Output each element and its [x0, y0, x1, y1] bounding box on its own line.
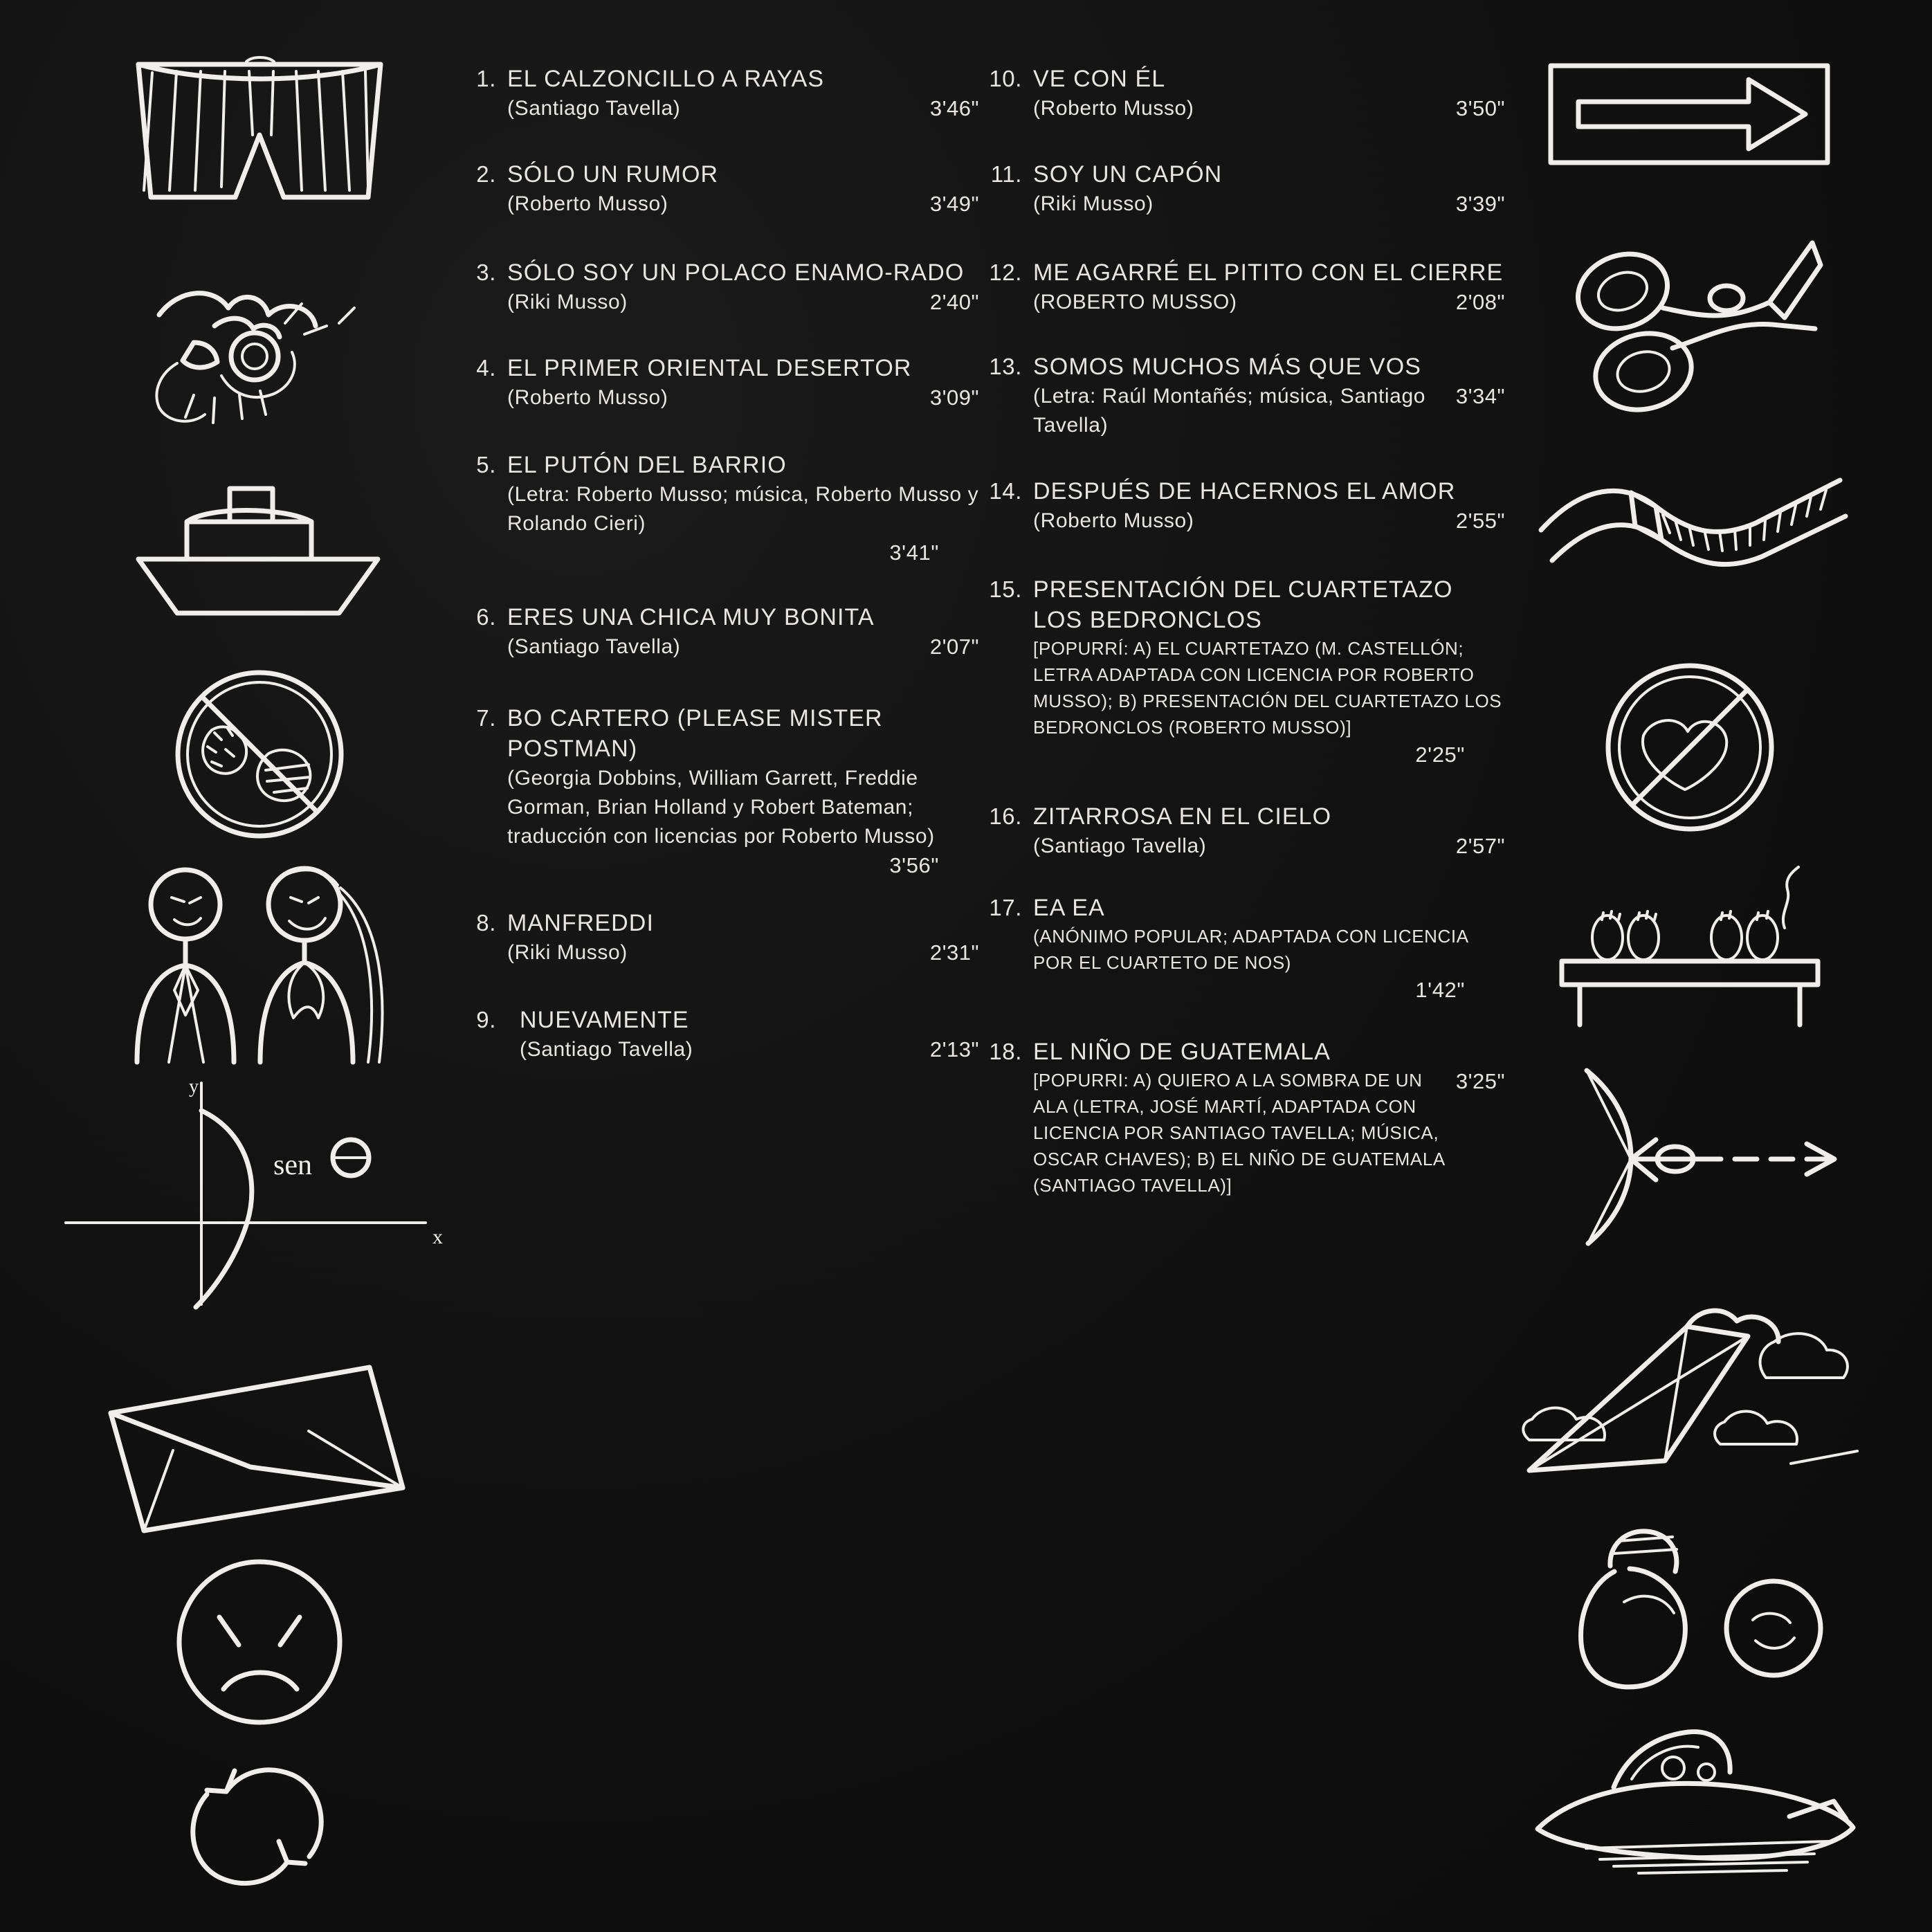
track-row[interactable]	[979, 801, 1505, 861]
track-number: 12.	[989, 259, 1022, 285]
envelope-icon	[66, 1342, 453, 1550]
track-number: 17.	[989, 895, 1022, 920]
svg-text:x: x	[432, 1225, 443, 1248]
clouds-and-kite-icon	[1496, 1294, 1884, 1495]
track-row[interactable]	[979, 893, 1505, 1005]
track-title: EL PUTÓN DEL BARRIO	[507, 452, 787, 478]
track-number: 13.	[989, 354, 1022, 379]
tracklist-column-right	[979, 64, 1505, 1222]
track-credit: (Letra: Roberto Musso; música, Roberto Musso y Rolando Cieri)	[507, 483, 979, 535]
striped-boxer-shorts-icon	[66, 48, 453, 221]
track-credit: (ANÓNIMO POPULAR; ADAPTADA CON LICENCIA POR EL CUARTETO DE NOS)	[1033, 926, 1468, 973]
track-title: DESPUÉS DE HACERNOS EL AMOR	[1033, 478, 1456, 504]
right-illustration-column	[1496, 48, 1884, 1875]
track-number: 14.	[989, 478, 1022, 504]
track-duration: 2'31"	[929, 940, 979, 965]
track-title: BO CARTERO (PLEASE MISTER POSTMAN)	[507, 705, 883, 762]
track-duration: 3'34"	[1455, 384, 1505, 408]
track-row[interactable]	[979, 574, 1505, 769]
track-credit: (Riki Musso)	[1033, 192, 1154, 215]
tracklist-column-left	[453, 64, 979, 1088]
track-row[interactable]	[979, 159, 1505, 219]
track-title: PRESENTACIÓN DEL CUARTETAZO LOS BEDRONCLOS	[1033, 576, 1453, 633]
track-credit: (Santiago Tavella)	[507, 97, 681, 120]
track-credit: (Santiago Tavella)	[507, 635, 681, 658]
track-duration: 2'57"	[1455, 834, 1505, 858]
track-number: 11.	[990, 161, 1022, 187]
track-title: ERES UNA CHICA MUY BONITA	[507, 604, 875, 630]
track-duration: 3'49"	[929, 192, 979, 216]
scissors-and-eggs-icon	[1496, 221, 1884, 429]
track-row[interactable]	[453, 64, 979, 123]
baby-hands-icon	[1496, 1502, 1884, 1702]
crossed-out-sign-icon	[1496, 650, 1884, 844]
bow-and-arrow-icon	[1496, 1052, 1884, 1259]
track-duration: 1'42"	[1415, 978, 1465, 1002]
track-row[interactable]	[453, 450, 979, 567]
track-duration: 3'50"	[1455, 96, 1505, 120]
track-duration: 2'25"	[1415, 742, 1465, 767]
track-row[interactable]	[979, 476, 1505, 536]
track-duration: 2'55"	[1455, 509, 1505, 533]
track-row[interactable]	[453, 703, 979, 880]
track-title: SOY UN CAPÓN	[1033, 161, 1223, 188]
track-row[interactable]	[453, 908, 979, 967]
track-row[interactable]	[979, 1037, 1505, 1199]
track-duration: 2'13"	[929, 1037, 979, 1061]
track-row[interactable]	[453, 257, 979, 317]
track-title: SÓLO UN RUMOR	[507, 161, 719, 188]
track-row[interactable]	[453, 353, 979, 412]
track-row[interactable]	[979, 352, 1505, 440]
track-credit: (ROBERTO MUSSO)	[1033, 291, 1237, 313]
left-illustration-column	[66, 48, 453, 1875]
track-duration: 3'46"	[929, 96, 979, 120]
track-row[interactable]	[979, 64, 1505, 123]
track-credit: [POPURRÍ: A) EL CUARTETAZO (M. CASTELLÓN; LETRA ADAPTADA CON LICENCIA POR ROBERTO MUSSO); B) PRESENTACIÓN DEL CUARTETAZO LOS BEDRONCLOS (ROBERTO MUSSO)]	[1033, 638, 1502, 738]
svg-text:y: y	[189, 1076, 199, 1097]
track-duration: 2'07"	[929, 635, 979, 659]
track-duration: 3'56"	[889, 853, 939, 877]
track-number: 4.	[476, 355, 496, 381]
boat-icon	[66, 464, 453, 637]
track-row[interactable]	[453, 602, 979, 662]
track-row[interactable]	[453, 1005, 979, 1064]
track-row[interactable]	[979, 257, 1505, 317]
track-title: MANFREDDI	[507, 910, 655, 936]
track-row[interactable]	[453, 159, 979, 219]
bride-and-groom-icon	[66, 851, 453, 1079]
no-pork-sign-icon	[66, 657, 453, 851]
track-title: VE CON ÉL	[1033, 66, 1166, 92]
track-number: 10.	[989, 66, 1022, 91]
track-duration: 2'08"	[1455, 290, 1505, 314]
track-title: EA EA	[1033, 895, 1105, 921]
track-credit: (Riki Musso)	[507, 941, 628, 964]
track-title: EL PRIMER ORIENTAL DESERTOR	[507, 355, 912, 381]
track-number: 1.	[476, 66, 496, 91]
track-credit: (Riki Musso)	[507, 291, 628, 313]
airplane-icon	[1496, 1709, 1884, 1917]
track-number: 15.	[989, 576, 1022, 602]
track-duration: 3'25"	[1455, 1069, 1505, 1093]
track-credit: (Georgia Dobbins, William Garrett, Freddie Gorman, Brian Holland y Robert Bateman; traducción con licencias por Roberto Musso)	[507, 767, 935, 848]
track-duration: 3'41"	[889, 540, 939, 565]
track-credit: (Roberto Musso)	[1033, 509, 1194, 532]
track-title: SOMOS MUCHOS MÁS QUE VOS	[1033, 354, 1422, 380]
track-number: 16.	[989, 803, 1022, 829]
track-number: 6.	[476, 604, 496, 630]
track-number: 7.	[476, 705, 496, 731]
gossip-creatures-icon	[66, 256, 453, 450]
track-title: ME AGARRÉ EL PITITO CON EL CIERRE	[1033, 259, 1504, 286]
track-number: 8.	[476, 910, 496, 936]
zipper-icon	[1496, 450, 1884, 637]
track-number: 5.	[476, 452, 496, 477]
track-duration: 3'39"	[1455, 192, 1505, 216]
track-duration: 2'40"	[929, 290, 979, 314]
right-arrow-sign-icon	[1496, 48, 1884, 194]
track-credit: [POPURRI: A) QUIERO A LA SOMBRA DE UN ALA (LETRA, JOSÉ MARTÍ, ADAPTADA CON LICENCIA POR SANTIAGO TAVELLA; MÚSICA, OSCAR CHAVES); B) EL NIÑO DE GUATEMALA (SANTIAGO TAVELLA)]	[1033, 1070, 1445, 1196]
track-number: 18.	[989, 1039, 1022, 1064]
track-title: ZITARROSA EN EL CIELO	[1033, 803, 1332, 830]
track-title: SÓLO SOY UN POLACO ENAMO-RADO	[507, 259, 965, 286]
track-number: 9.	[476, 1007, 496, 1032]
track-credit: (Roberto Musso)	[1033, 97, 1194, 120]
track-title: NUEVAMENTE	[520, 1007, 689, 1033]
recycle-arrows-icon	[66, 1737, 453, 1917]
track-number: 2.	[476, 161, 496, 187]
track-credit: (Santiago Tavella)	[1033, 835, 1207, 857]
track-credit: (Santiago Tavella)	[520, 1038, 693, 1061]
track-title: EL CALZONCILLO A RAYAS	[507, 66, 825, 92]
track-credit: (Letra: Raúl Montañés; música, Santiago Tavella)	[1033, 385, 1426, 437]
sine-curve-graph-icon	[66, 1066, 453, 1329]
track-number: 3.	[476, 259, 496, 285]
track-credit: (Roberto Musso)	[507, 386, 668, 409]
track-title: EL NIÑO DE GUATEMALA	[1033, 1039, 1331, 1065]
sine-label: sen	[273, 1149, 312, 1181]
feet-on-bed-icon	[1496, 858, 1884, 1038]
sad-face-icon	[66, 1550, 453, 1737]
track-duration: 3'09"	[929, 385, 979, 410]
track-credit: (Roberto Musso)	[507, 192, 668, 215]
